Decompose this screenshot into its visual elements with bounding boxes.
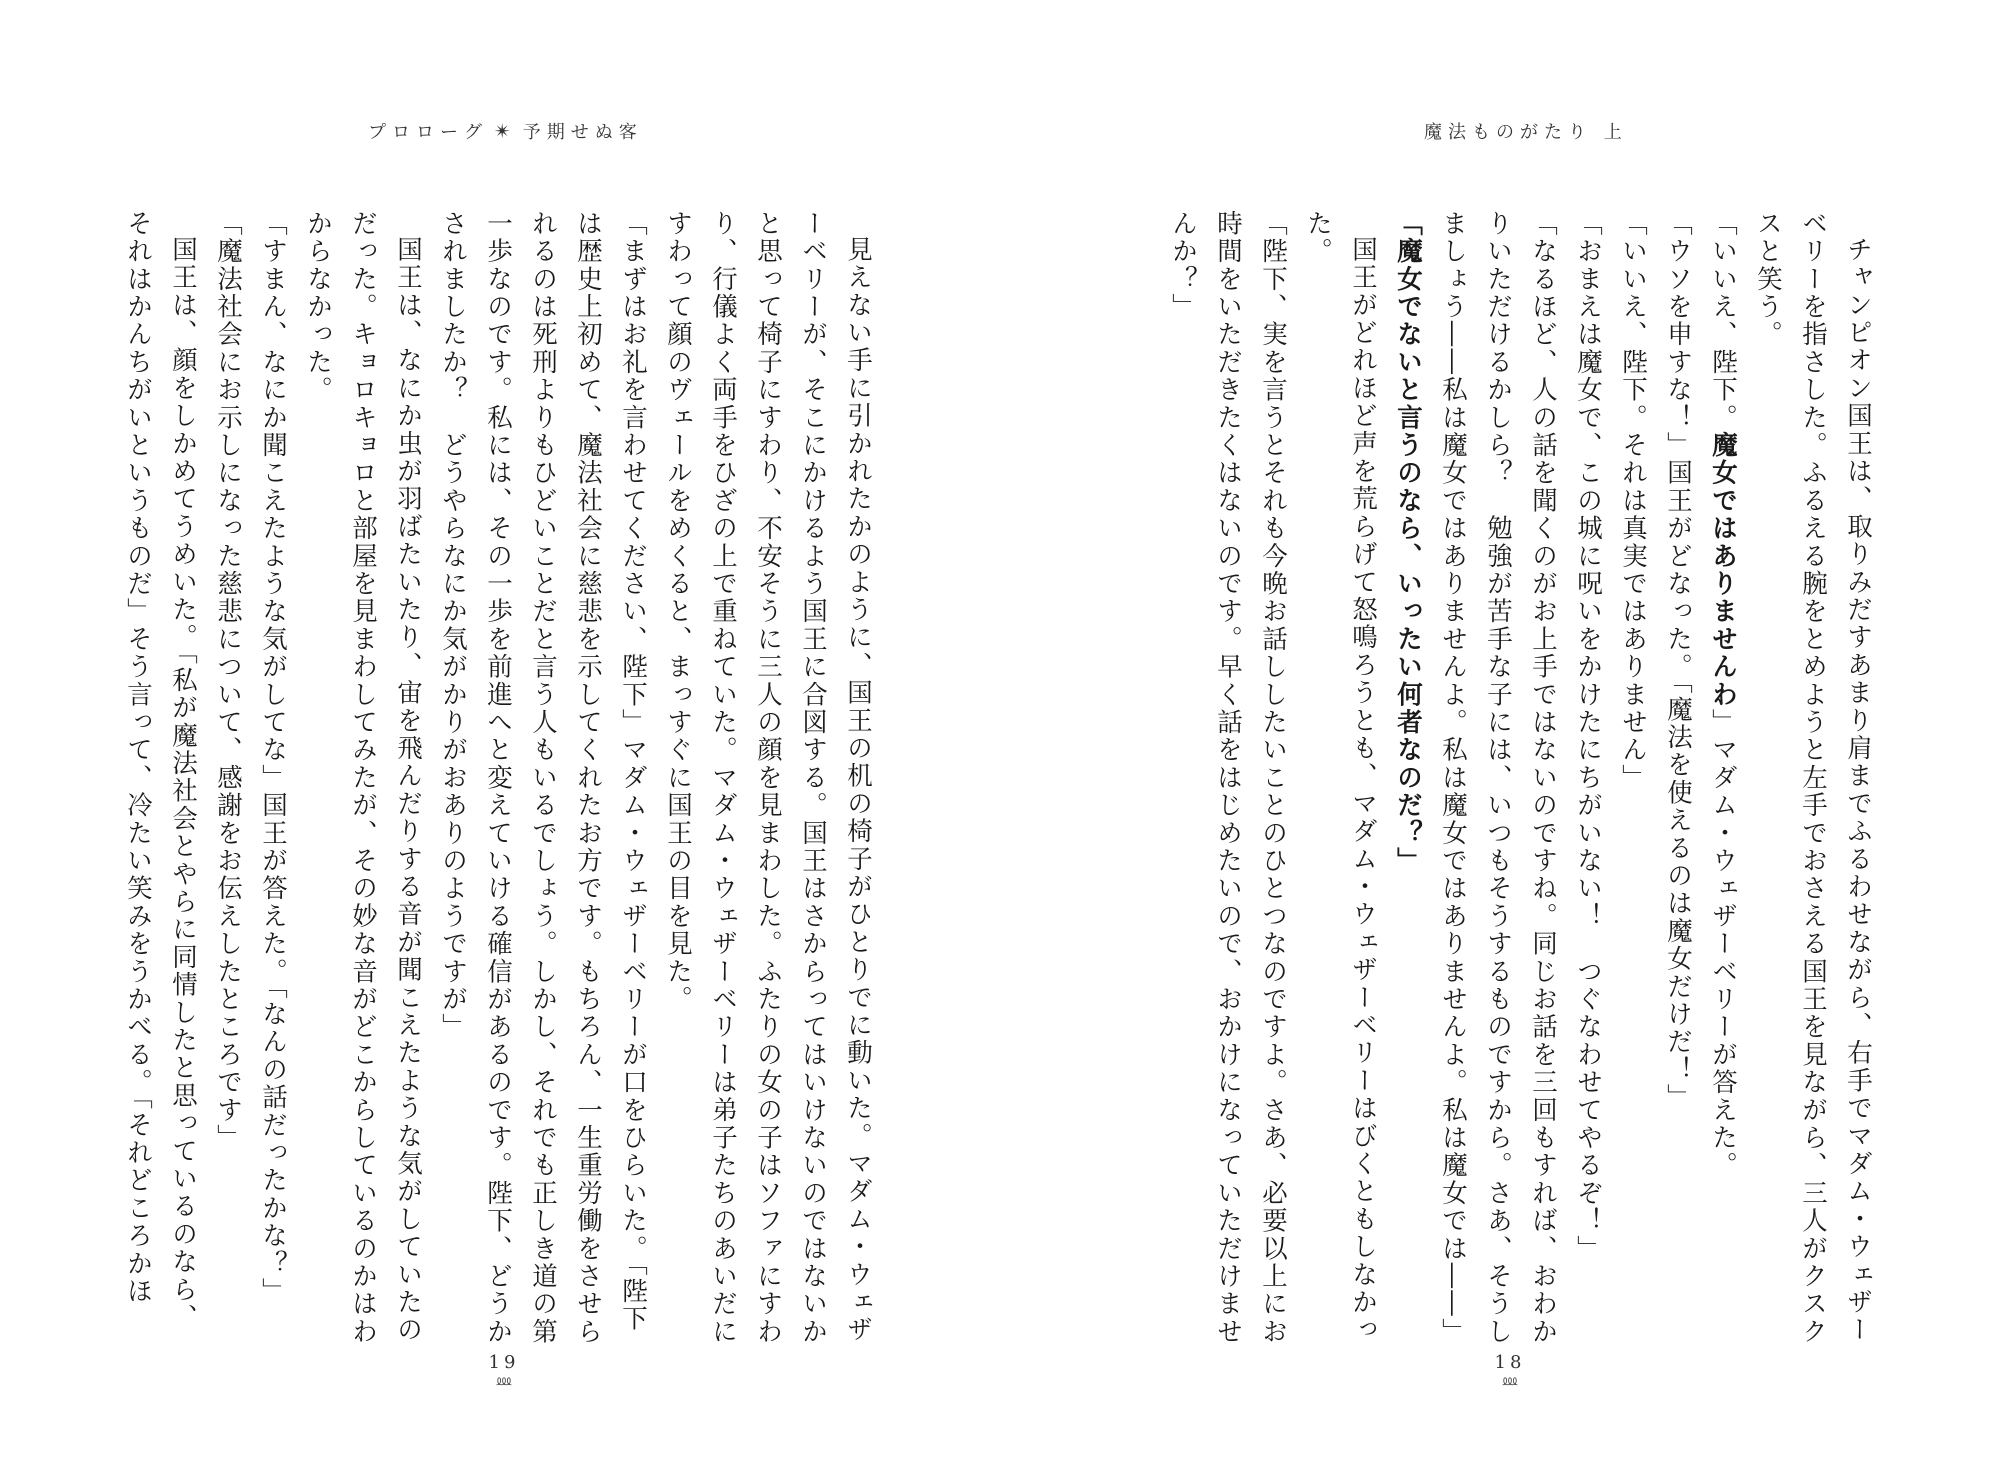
- paragraph: 「ウソを申すな！」国王がどなった。「魔法を使えるのは魔女だけだ！」: [1663, 210, 1693, 1112]
- page-number: 18: [1494, 1352, 1526, 1373]
- star-ornament-icon: ✴: [494, 119, 517, 143]
- book-title: 魔法ものがたり: [1424, 122, 1592, 143]
- left-body-text: [120, 210, 880, 1350]
- paragraph: 「すまん、なにか聞こえたような気がしてな」国王が答えた。「なんの話だったかな？」: [258, 210, 288, 1306]
- folio-ornament-icon: ⅏: [1502, 1373, 1518, 1389]
- paragraph: 「魔法社会にお示しになった慈悲について、感謝をお伝えしたところです」: [213, 210, 243, 1152]
- paragraph: 国王がどれほど声を荒らげて怒鳴ろうとも、マダム・ウェザーベリーはびくともしなかった。: [1303, 210, 1378, 1344]
- chapter-label: プロローグ: [368, 122, 488, 143]
- paragraph: 「なるほど、人の話を聞くのがお上手ではないのですね。同じお話を三回もすれば、おわかりいただけるかしら？ 勉強が苦手な子には、いつもそうするものですから。さあ、そうしましょう――私は魔女ではありませんよ。私は魔女ではありませんよ。私は魔女では――」: [1438, 210, 1558, 1346]
- paragraph: 「まずはお礼を言わせてください、陛下」マダム・ウェザーベリーが口をひらいた。「陛下は歴史上初めて、魔法社会に慈悲を示してくれたお方です。もちろん、一生重労働をさせられるのは死刑よりもひどいことだと言う人もいるでしょう。しかし、それでも正しき道の第一歩なのです。私には、その一歩を前進へと変えていける確信があるのです。陛下、どうかされましたか？ どうやらなにか気がかりがおありのようですが」: [438, 210, 648, 1346]
- page-number: 19: [488, 1352, 520, 1373]
- paragraph: 「陛下、実を言うとそれも今晩お話ししたいことのひとつなのですよ。さあ、必要以上にお時間をいただきたくはないのです。早く話をはじめたいので、おかけになっていただけませんか？」: [1168, 210, 1288, 1346]
- folio-ornament-icon: ⅏: [496, 1373, 512, 1389]
- left-running-head: [368, 118, 643, 144]
- paragraph: 「いいえ、陛下。魔女ではありませんわ」マダム・ウェザーベリーが答えた。: [1708, 210, 1738, 1180]
- right-body-text: [1120, 210, 1880, 1350]
- left-page-number: [474, 1352, 534, 1390]
- chapter-title: 予期せぬ客: [522, 122, 643, 143]
- right-page: [1000, 0, 2000, 1469]
- right-page-number: [1480, 1352, 1540, 1390]
- paragraph: 「いいえ、陛下。それは真実ではありません」: [1618, 210, 1648, 792]
- paragraph: 「おまえは魔女で、この城に呪いをかけたにちがいない！ つぐなわせてやるぞ！」: [1573, 210, 1603, 1263]
- right-running-head: [1424, 118, 1628, 144]
- volume-label: 上: [1603, 122, 1628, 143]
- paragraph: 「魔女でないと言うのなら、いったい何者なのだ？」: [1393, 210, 1423, 875]
- paragraph: 見えない手に引かれたかのように、国王の机の椅子がひとりでに動いた。マダム・ウェザーベリーが、そこにかけるよう国王に合図する。国王はさからってはいけないのではないかと思って椅子にすわり、不安そうに三人の顔を見まわした。ふたりの女の子はソファにすわり、行儀よく両手をひざの上で重ねていた。マダム・ウェザーベリーは弟子たちのあいだにすわって顔のヴェールをめくると、まっすぐに国王の目を見た。: [663, 210, 873, 1346]
- paragraph: チャンピオン国王は、取りみだすあまり肩までふるわせながら、右手でマダム・ウェザーベリーを指さした。ふるえる腕をとめようと左手でおさえる国王を見ながら、三人がクスクスと笑う。: [1753, 210, 1873, 1346]
- paragraph: 国王は、なにか虫が羽ばたいたり、宙を飛んだりする音が聞こえたような気がしていたのだった。キョロキョロと部屋を見まわしてみたが、その妙な音がどこからしているのかはわからなかった。: [303, 210, 423, 1346]
- bold-emphasis: 魔女ではありませんわ: [1708, 431, 1738, 709]
- paragraph: 国王は、顔をしかめてうめいた。「私が魔法社会とやらに同情したと思っているのなら、それはかんちがいというものだ」そう言って、冷たい笑みをうかべる。「それどころかほ: [123, 210, 198, 1331]
